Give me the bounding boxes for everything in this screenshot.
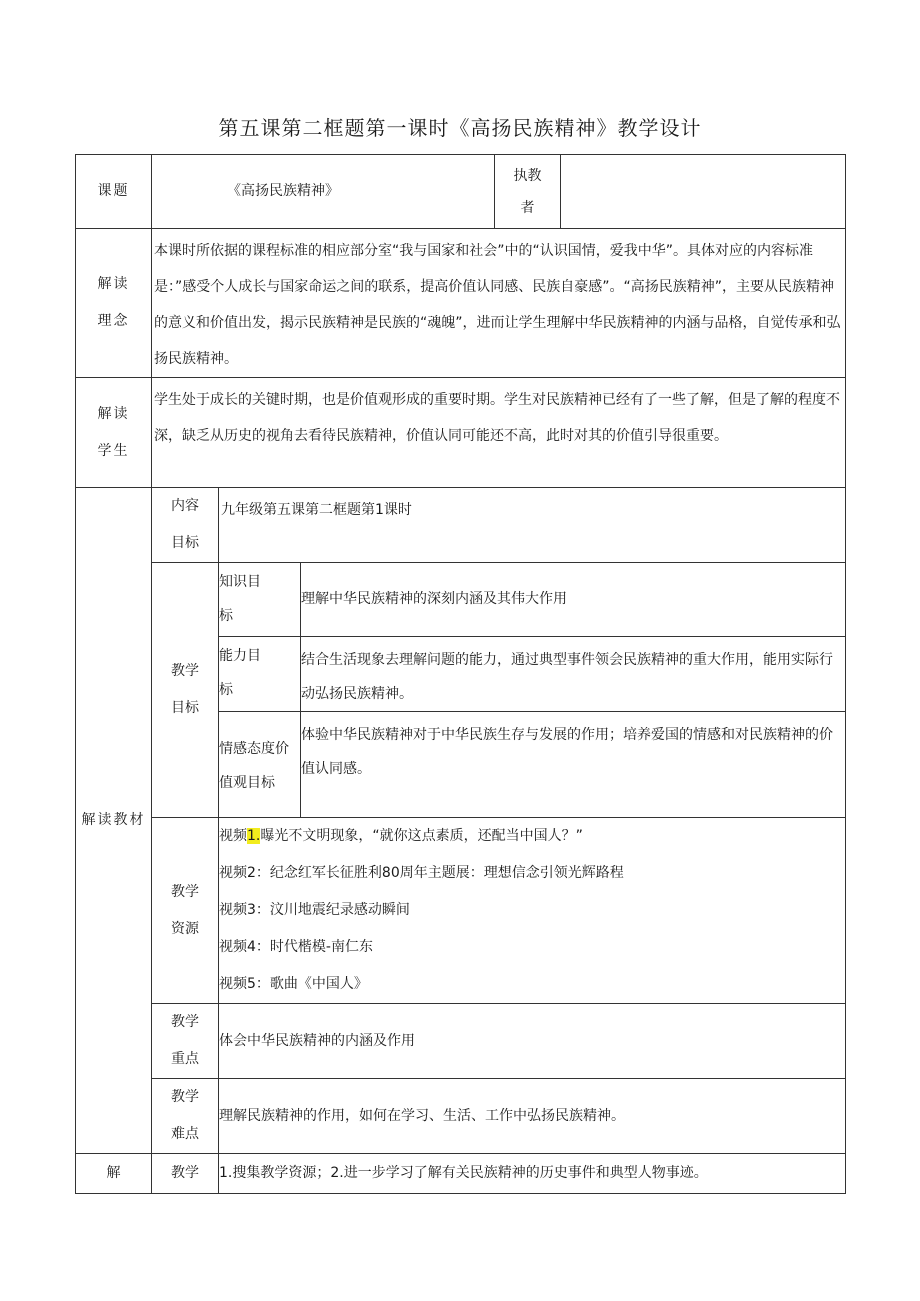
resource-video-2: 视频2：纪念红军长征胜利80周年主题展：理想信念引领光辉路程	[219, 865, 624, 881]
resource-video-1-number: 1.	[247, 828, 261, 844]
resources-row	[76, 818, 846, 1004]
resource-video-1	[219, 818, 845, 855]
key-point-label	[152, 1004, 219, 1079]
difficulty-row	[76, 1079, 846, 1154]
key-point-label-line1: 教学	[171, 1014, 199, 1030]
resources-label	[152, 818, 219, 1004]
last-row-label: 解	[76, 1154, 152, 1194]
knowledge-goal-text: 理解中华民族精神的深刻内涵及其伟大作用	[301, 563, 846, 637]
difficulty-text: 理解民族精神的作用，如何在学习、生活、工作中弘扬民族精神。	[219, 1079, 846, 1154]
document-title: 第五课第二框题第一课时《高扬民族精神》教学设计	[218, 116, 702, 140]
resource-video-1-text: 曝光不文明现象，“就你这点素质，还配当中国人？”	[260, 828, 583, 844]
knowledge-goal-label-line1: 知识目	[219, 574, 261, 590]
topic-value	[152, 155, 495, 229]
topic-row	[76, 155, 846, 229]
resource-video-1-prefix: 视频	[219, 828, 247, 844]
emotion-goal-label	[219, 712, 301, 818]
concept-row	[76, 229, 846, 378]
difficulty-label-line2: 难点	[171, 1126, 199, 1142]
student-row	[76, 378, 846, 488]
lesson-plan-table	[75, 154, 846, 1194]
difficulty-label-line1: 教学	[171, 1089, 199, 1105]
concept-label	[76, 229, 152, 378]
student-text: 学生处于成长的关键时期，也是价值观形成的重要时期。学生对民族精神已经有了一些了解，但是了解的程度不深，缺乏从历史的视角去看待民族精神，价值认同可能还不高，此时对其的价值引导很重要。	[152, 378, 846, 488]
resources-label-line2: 资源	[171, 920, 199, 937]
topic-label: 课题	[76, 155, 152, 229]
teacher-value	[561, 155, 846, 229]
last-row-sub-label: 教学	[152, 1154, 219, 1194]
difficulty-label	[152, 1079, 219, 1154]
concept-text: 本课时所依据的课程标准的相应部分室“我与国家和社会”中的“认识国情，爱我中华”。具体对应的内容标准是：”感受个人成长与国家命运之间的联系，提高价值认同感、民族自豪感”。“高扬民族精神”，主要从民族精神的意义和价值出发，揭示民族精神是民族的“魂魄”，进而让学生理解中华民族精神的内涵与品格，自觉传承和弘扬民族精神。	[152, 229, 846, 378]
knowledge-goal-label	[219, 563, 301, 637]
resource-video-5: 视频5：歌曲《中国人》	[219, 976, 368, 992]
content-goal-label-line2: 目标	[171, 535, 199, 551]
resources-label-line1: 教学	[171, 883, 199, 900]
content-goal-row	[76, 488, 846, 563]
teaching-goal-label-line1: 教学	[171, 663, 199, 679]
ability-goal-label-line1: 能力目	[219, 648, 261, 664]
ability-goal-label	[219, 637, 301, 712]
content-goal-text: 九年级第五课第二框题第1课时	[219, 488, 846, 563]
key-point-row	[76, 1004, 846, 1079]
content-goal-label	[152, 488, 219, 563]
ability-goal-text: 结合生活现象去理解问题的能力，通过典型事件领会民族精神的重大作用，能用实际行动弘扬民族精神。	[301, 637, 846, 712]
teacher-label	[495, 155, 561, 229]
student-label-line2: 学生	[97, 442, 130, 459]
emotion-goal-text: 体验中华民族精神对于中华民族生存与发展的作用；培养爱国的情感和对民族精神的价值认同感。	[301, 712, 846, 818]
student-label	[76, 378, 152, 488]
concept-label-line1: 解读	[97, 276, 130, 292]
resources-list	[219, 818, 846, 1004]
material-label: 解读教材	[76, 488, 152, 1154]
teacher-label-line2: 者	[520, 199, 535, 216]
content-goal-label-line1: 内容	[171, 498, 199, 514]
last-row	[76, 1154, 846, 1194]
emotion-goal-label-line2: 值观目标	[219, 775, 275, 791]
key-point-text: 体会中华民族精神的内涵及作用	[219, 1004, 846, 1079]
teaching-goal-label	[152, 563, 219, 818]
resource-video-4: 视频4：时代楷模-南仁东	[219, 939, 373, 955]
teacher-label-line1: 执教	[513, 167, 542, 184]
teaching-goal-label-line2: 目标	[171, 700, 199, 716]
topic-value-text: 《高扬民族精神》	[227, 183, 339, 199]
resource-video-3: 视频3：汶川地震纪录感动瞬间	[219, 902, 410, 918]
goal-row-knowledge	[76, 563, 846, 637]
knowledge-goal-label-line2: 标	[219, 608, 233, 624]
key-point-label-line2: 重点	[171, 1051, 199, 1067]
student-label-line1: 解读	[97, 405, 130, 422]
last-row-text: 1.搜集教学资源；2.进一步学习了解有关民族精神的历史事件和典型人物事迹。	[219, 1154, 846, 1194]
concept-label-line2: 理念	[97, 313, 130, 329]
emotion-goal-label-line1: 情感态度价	[219, 741, 289, 757]
ability-goal-label-line2: 标	[219, 682, 233, 698]
